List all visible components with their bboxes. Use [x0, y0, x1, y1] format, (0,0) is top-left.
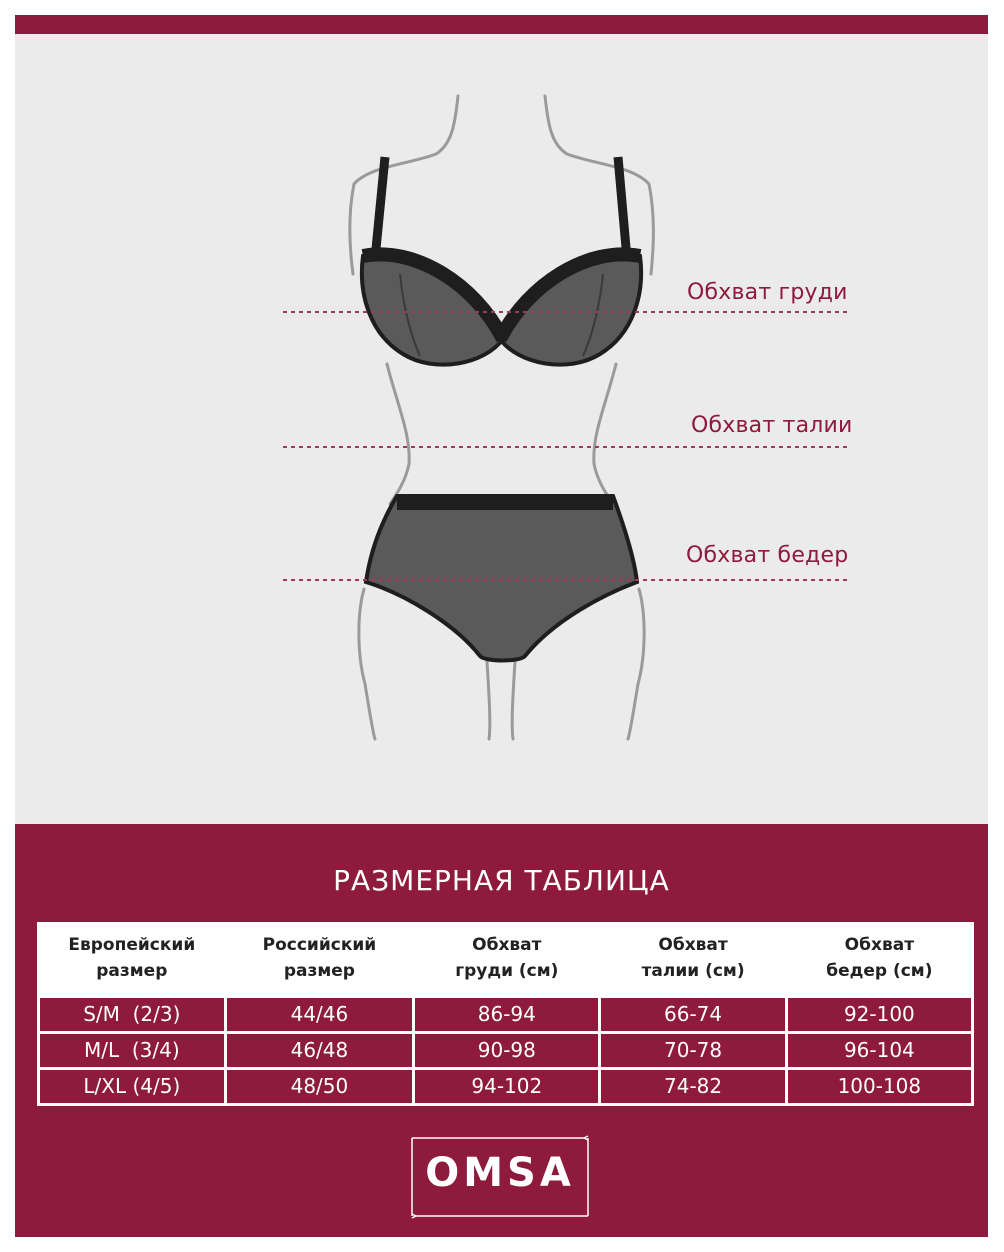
bra-illustration [362, 157, 641, 365]
logo-text: OMSA [425, 1150, 575, 1196]
hips-label: Обхват бедер [686, 543, 849, 568]
cell-hips: 92-100 [786, 996, 972, 1032]
cell-ru-size: 48/50 [225, 1068, 414, 1104]
cell-hips: 96-104 [786, 1032, 972, 1068]
header-eu-size: Европейский размер [39, 922, 226, 996]
header-ru-size: Российский размер [225, 922, 414, 996]
cell-ru-size: 44/46 [225, 996, 414, 1032]
table-row [39, 1068, 973, 1104]
cell-eu-size: L/XL (4/5) [39, 1068, 226, 1104]
cell-waist: 74-82 [600, 1068, 786, 1104]
header-bust: Обхват груди (см) [414, 922, 600, 996]
cell-hips: 100-108 [786, 1068, 972, 1104]
figure-panel [15, 34, 988, 824]
cell-ru-size: 46/48 [225, 1032, 414, 1068]
cell-waist: 70-78 [600, 1032, 786, 1068]
briefs-illustration [366, 494, 637, 661]
cell-bust: 86-94 [414, 996, 600, 1032]
cell-eu-size: M/L (3/4) [39, 1032, 226, 1068]
omsa-logo [408, 1134, 592, 1220]
size-chart-panel [15, 824, 988, 1237]
bust-label: Обхват груди [687, 280, 848, 305]
header-waist: Обхват талии (см) [600, 922, 786, 996]
table-row [39, 996, 973, 1032]
size-table [37, 922, 974, 1106]
briefs-body [366, 496, 637, 661]
table-header-row [39, 922, 973, 996]
cell-eu-size: S/M (2/3) [39, 996, 226, 1032]
bra-strap-right [618, 157, 627, 259]
waist-label: Обхват талии [691, 413, 853, 438]
table-title: РАЗМЕРНАЯ ТАБЛИЦА [333, 864, 670, 897]
cell-bust: 94-102 [414, 1068, 600, 1104]
briefs-waistband [397, 494, 613, 510]
table-row [39, 1032, 973, 1068]
bra-strap-left [375, 157, 385, 259]
cell-waist: 66-74 [600, 996, 786, 1032]
header-hips: Обхват бедер (см) [786, 922, 972, 996]
top-accent-bar [15, 15, 988, 34]
cell-bust: 90-98 [414, 1032, 600, 1068]
